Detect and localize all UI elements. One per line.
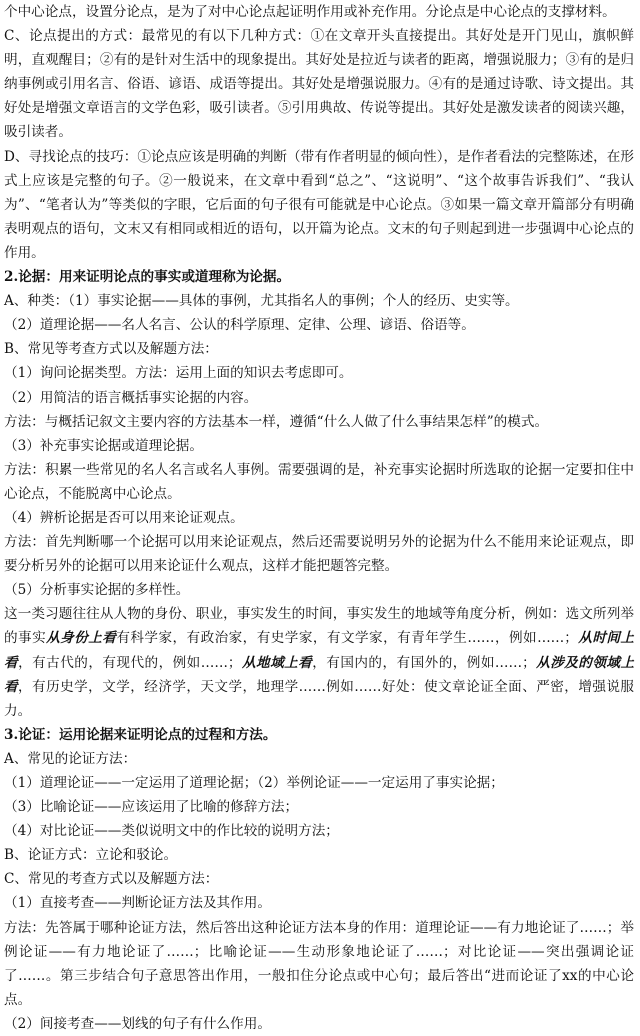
text-run: 有科学家，有政治家，有史学家，有文学家，有青年学生……，例如……； bbox=[116, 630, 578, 647]
paragraph bbox=[4, 530, 634, 578]
text-run: 方法：首先判断哪一个论据可以用来论证观点，然后还需要说明另外的论据为什么不能用来论证观点，即要分析另外的论据可以用来论证什么观点，这样才能把题答完整。 bbox=[4, 534, 634, 575]
paragraph bbox=[4, 337, 634, 361]
paragraph bbox=[4, 1012, 634, 1036]
paragraph bbox=[4, 410, 634, 434]
section-heading bbox=[4, 723, 634, 747]
text-run: 个中心论点，设置分论点，是为了对中心论点起证明作用或补充作用。分论点是中心论点的支撑材料。 bbox=[4, 4, 616, 20]
text-run: 2.论据：用来证明论点的事实或道理称为论据。 bbox=[4, 269, 291, 286]
paragraph bbox=[4, 795, 634, 819]
paragraph bbox=[4, 361, 634, 385]
text-run: 3.论证：运用论据来证明论点的过程和方法。 bbox=[4, 726, 277, 743]
paragraph bbox=[4, 506, 634, 530]
section-heading bbox=[4, 265, 634, 289]
text-run: ，有历史学，文学，经济学，天文学，地理学……例如……好处：使文章论证全面、严密，增强说服力。 bbox=[4, 678, 634, 719]
text-run: （1）询问论据类型。方法：运用上面的知识去考虑即可。 bbox=[4, 365, 353, 382]
paragraph bbox=[4, 386, 634, 410]
text-run: 这一类习题往往从人物的身份、职业，事实发生的时间，事实发生的地域等角度分析，例如：选文所列举的事实 bbox=[4, 606, 634, 647]
text-run: （2）间接考查——划线的句子有什么作用。 bbox=[4, 1015, 271, 1032]
text-run: D、寻找论点的技巧：①论点应该是明确的判断（带有作者明显的倾向性），是作者看法的完整陈述，在形式上应该是完整的句子。②一般说来，在文章中看到“总之”、“这说明”、“这个故事告诉我们”、“我认为”、“笔者认为”等类似的字眼，它后面的句子很有可能就是中心论点。③如果一篇文章开篇部分有明确表明观点的语句，文末又有相同或相近的语句，以开篇为论点。文末的句子则起到进一步强调中心论点的作用。 bbox=[4, 148, 634, 261]
paragraph bbox=[4, 867, 634, 891]
text-run: A、种类：（1）事实论据——具体的事例，尤其指名人的事例；个人的经历、史实等。 bbox=[4, 293, 519, 310]
text-run: （1）直接考查——判断论证方法及其作用。 bbox=[4, 895, 271, 912]
paragraph bbox=[4, 0, 634, 24]
paragraph bbox=[4, 771, 634, 795]
emphasized-phrase: 从身份上看 bbox=[46, 630, 117, 647]
paragraph bbox=[4, 434, 634, 458]
text-run: （3）比喻论证——应该运用了比喻的修辞方法； bbox=[4, 799, 299, 816]
text-run: 方法：与概括记叙文主要内容的方法基本一样，遵循“什么人做了什么事结果怎样”的模式。 bbox=[4, 413, 549, 430]
paragraph bbox=[4, 578, 634, 602]
text-run: （4）对比论证——类似说明文中的作比较的说明方法； bbox=[4, 823, 339, 840]
text-run: （4）辨析论据是否可以用来论证观点。 bbox=[4, 509, 244, 526]
text-run: C、论点提出的方式：最常见的有以下几种方式：①在文章开头直接提出。其好处是开门见山，旗帜鲜明，直观醒目；②有的是针对生活中的现象提出。其好处是拉近与读者的距离，增强说服力；③有的是归纳事例或引用名言、俗语、谚语、成语等提出。其好处是增强说服力。④有的是通过诗歌、诗文提出。其好处是增强文章语言的文学色彩，吸引读者。⑤引用典故、传说等提出。其好处是激发读者的阅读兴趣，吸引读者。 bbox=[4, 28, 634, 141]
paragraph bbox=[4, 916, 634, 1012]
text-run: C、常见的考查方式以及解题方法： bbox=[4, 871, 219, 888]
text-run: （1）道理论证——一定运用了道理论据；（2）举例论证——一定运用了事实论据； bbox=[4, 775, 504, 791]
text-run: （3）补充事实论据或道理论据。 bbox=[4, 437, 203, 454]
text-run: ，有国内的，有国外的，例如……； bbox=[312, 654, 536, 671]
paragraph bbox=[4, 602, 634, 722]
text-run: （5）分析事实论据的多样性。 bbox=[4, 582, 190, 599]
paragraph bbox=[4, 145, 634, 265]
paragraph bbox=[4, 843, 634, 867]
text-run: B、论证方式：立论和驳论。 bbox=[4, 847, 178, 864]
paragraph bbox=[4, 819, 634, 843]
paragraph bbox=[4, 891, 634, 915]
text-run: （2）道理论据——名人名言、公认的科学原理、定律、公理、谚语、俗语等。 bbox=[4, 317, 475, 334]
text-run: ，有古代的，有现代的，例如……； bbox=[18, 654, 242, 671]
emphasized-phrase: 从地域上看 bbox=[241, 654, 313, 671]
paragraph bbox=[4, 458, 634, 506]
emphasized-phrase: 从涉及的领域上看 bbox=[4, 654, 635, 695]
emphasized-phrase: 从时间上看 bbox=[4, 630, 635, 671]
paragraph bbox=[4, 747, 634, 771]
text-run: （2）用简洁的语言概括事实论据的内容。 bbox=[4, 389, 258, 406]
text-run: A、常见的论证方法： bbox=[4, 750, 137, 767]
text-run: B、常见等考查方式以及解题方法： bbox=[4, 341, 218, 358]
text-run: 方法：积累一些常见的名人名言或名人事例。需要强调的是，补充事实论据时所选取的论据一定要扣住中心论点，不能脱离中心论点。 bbox=[4, 461, 634, 502]
text-run: 方法：先答属于哪种论证方法，然后答出这种论证方法本身的作用：道理论证——有力地论证了……；举例论证——有力地论证了……；比喻论证——生动形象地论证了……；对比论证——突出强调论证了……。第三步结合句子意思答出作用，一般扣住分论点或中心句；最后答出“进而论证了xx的中心论点。 bbox=[4, 919, 634, 1008]
paragraph bbox=[4, 289, 634, 313]
paragraph bbox=[4, 313, 634, 337]
paragraph bbox=[4, 24, 634, 144]
